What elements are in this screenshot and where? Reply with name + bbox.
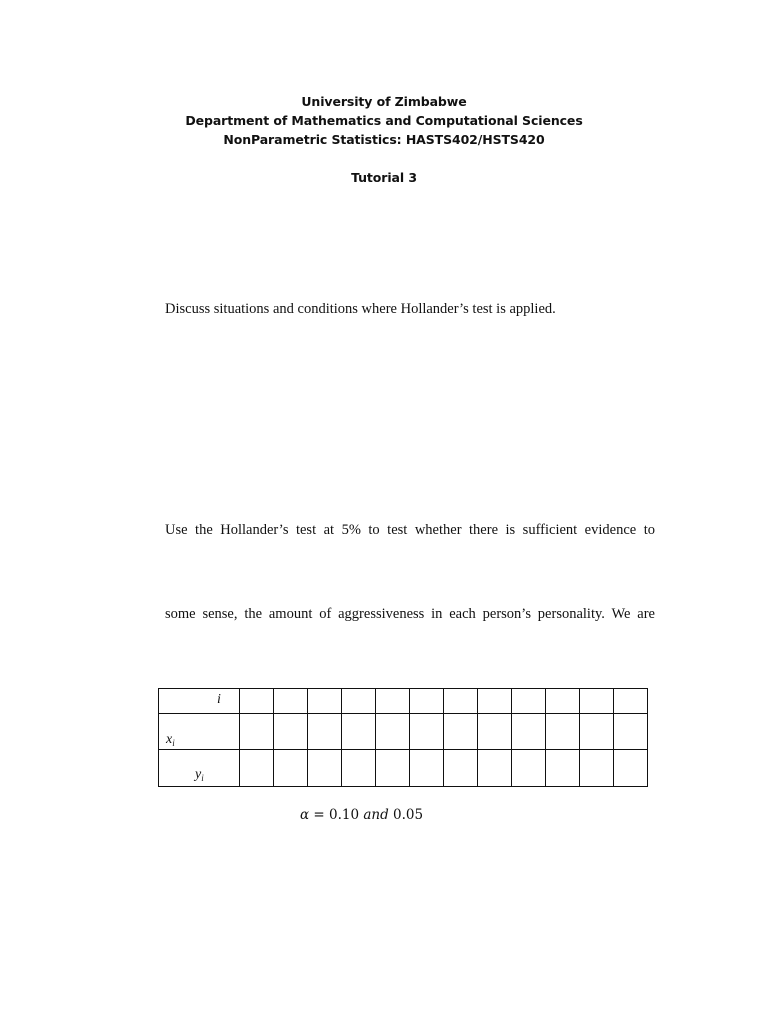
- table-row-i: [159, 689, 648, 714]
- question-2-line-1: Use the Hollander’s test at 5% to test whether there is sufficient evidence to: [165, 522, 655, 538]
- table-cell: [478, 750, 512, 787]
- table-cell: [478, 689, 512, 714]
- label-i-text: i: [217, 692, 221, 707]
- tutorial-title: Tutorial 3: [351, 170, 417, 185]
- table-row-x: [159, 714, 648, 750]
- table-cell: [444, 750, 478, 787]
- table-cell: [546, 714, 580, 750]
- table-cell: [546, 689, 580, 714]
- table-cell: [342, 689, 376, 714]
- table-cell: [410, 689, 444, 714]
- table-cell: [512, 689, 546, 714]
- table-cell: [410, 714, 444, 750]
- table-cell: [580, 714, 614, 750]
- table-cell: [308, 750, 342, 787]
- table-cell: [274, 689, 308, 714]
- table-cell: [342, 714, 376, 750]
- table-cell: [580, 750, 614, 787]
- table-cell: [614, 714, 648, 750]
- department-heading: Department of Mathematics and Computational Sciences: [185, 113, 583, 128]
- row-label-y: [159, 750, 240, 787]
- row-label-i: [159, 689, 240, 714]
- table-cell: [240, 750, 274, 787]
- table-cell: [614, 689, 648, 714]
- course-heading: NonParametric Statistics: HASTS402/HSTS420: [223, 132, 545, 147]
- label-x-text: $x_i$: [166, 732, 175, 748]
- data-table: [158, 688, 648, 787]
- table-cell: [376, 714, 410, 750]
- alpha-formula: α = 0.10 and 0.05: [300, 807, 424, 823]
- table-cell: [478, 714, 512, 750]
- table-cell: [376, 689, 410, 714]
- table-cell: [410, 750, 444, 787]
- question-1-text: Discuss situations and conditions where Hollander’s test is applied.: [165, 301, 556, 317]
- table-cell: [444, 714, 478, 750]
- table-cell: [240, 689, 274, 714]
- table-cell: [240, 714, 274, 750]
- table-cell: [580, 689, 614, 714]
- table-cell: [614, 750, 648, 787]
- table-cell: [342, 750, 376, 787]
- table-cell: [512, 714, 546, 750]
- table-cell: [444, 689, 478, 714]
- table-cell: [274, 714, 308, 750]
- university-heading: University of Zimbabwe: [301, 94, 467, 109]
- table-cell: [308, 714, 342, 750]
- table-cell: [512, 750, 546, 787]
- row-label-x: [159, 714, 240, 750]
- table-cell: [376, 750, 410, 787]
- table-cell: [546, 750, 580, 787]
- label-y-text: $y_i$: [195, 767, 204, 783]
- table-row-y: [159, 750, 648, 787]
- table-cell: [274, 750, 308, 787]
- table-cell: [308, 689, 342, 714]
- question-2-line-2: some sense, the amount of aggressiveness in each person’s personality. We are: [165, 606, 655, 622]
